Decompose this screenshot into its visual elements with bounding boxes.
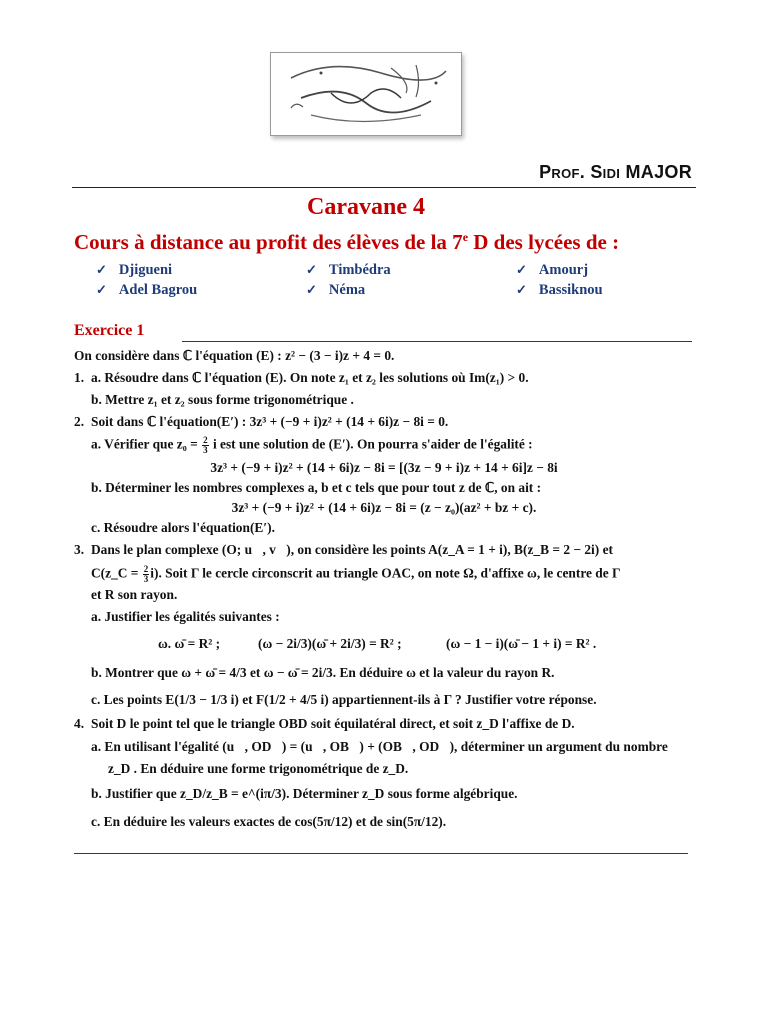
equation-part: (ω − 1 − i)(ω̄ − 1 + i) = R² .: [446, 636, 597, 651]
question-text: i). Soit Γ le cercle circonscrit au triangle OAC, on note Ω, d'affixe ω, le centre de Γ: [150, 565, 621, 581]
question-number: 2.: [74, 414, 85, 429]
lycee-name: Néma: [328, 282, 366, 298]
question-number: 4.: [74, 716, 85, 731]
question-line: [74, 542, 613, 558]
lycee-item: [96, 282, 197, 299]
question-line: c. Résoudre alors l'équation(E′).: [91, 520, 275, 535]
lycee-name: Adel Bagrou: [118, 282, 198, 298]
question-line: c. Les points E(1/3 − 1/3 i) et F(1/2 + 4/5 i) appartiennent-ils à Γ ? Justifier votre réponse.: [91, 692, 597, 707]
question-text: a. Résoudre dans ℂ l'équation (E). On note z₁ et z₂ les solutions où Im(z₁) > 0.: [91, 370, 529, 385]
subtitle: [74, 230, 619, 255]
subtitle-a: Cours à distance au profit des élèves de la 7: [74, 230, 463, 254]
check-icon: ✓: [516, 282, 527, 297]
question-text: i est une solution de (E′). On pourra s'aider de l'égalité :: [212, 436, 533, 452]
subtitle-sup: e: [462, 230, 469, 244]
statement: On considère dans ℂ l'équation (E) : z² − (3 − i)z + 4 = 0.: [74, 348, 395, 363]
lycee-name: Djigueni: [118, 262, 173, 278]
author-name: Prof. Sidi MAJOR: [539, 162, 692, 182]
check-icon: ✓: [96, 282, 107, 297]
lycee-item: [306, 282, 365, 299]
fraction: $\frac{2}{3}$: [143, 564, 149, 584]
equation-line: 3z³ + (−9 + i)z² + (14 + 6i)z − 8i = [(3z − 9 + i)z + 14 + 6i]z − 8i: [210, 460, 558, 475]
question-line: b. Montrer que ω + ω̄ = 4/3 et ω − ω̄ = 2i/3. En déduire ω et la valeur du rayon R.: [91, 665, 555, 680]
lycee-item: [306, 262, 391, 279]
question-line: z_D . En déduire une forme trigonométrique de z_D.: [108, 761, 409, 776]
question-line: b. Justifier que z_D/z_B = e^(iπ/3). Déterminer z_D sous forme algébrique.: [91, 786, 518, 801]
bottom-rule: [74, 853, 688, 854]
question-text: Dans le plan complexe (O; u⃗, v⃗), on considère les points A(z_A = 1 + i), B(z_B = 2 − 2i) et: [91, 542, 613, 557]
calligraphy-logo: [270, 52, 462, 136]
lycee-item: [516, 282, 603, 299]
lycee-name: Bassiknou: [538, 282, 603, 298]
check-icon: ✓: [96, 262, 107, 277]
question-line: b. Mettre z₁ et z₂ sous forme trigonométrique .: [91, 392, 354, 407]
equation-line: 3z³ + (−9 + i)z² + (14 + 6i)z − 8i = (z − z₀)(az² + bz + c).: [231, 500, 537, 515]
lycee-name: Timbédra: [328, 262, 391, 278]
lycee-item: [516, 262, 588, 279]
exercise-rule: [182, 341, 692, 342]
question-line: b. Déterminer les nombres complexes a, b et c tels que pour tout z de ℂ, on ait :: [91, 480, 542, 495]
question-line: [74, 370, 529, 386]
question-text: Soit D le point tel que le triangle OBD soit équilatéral direct, et soit z_D l'affixe de D.: [91, 716, 575, 731]
lycee-item: [96, 262, 172, 279]
question-line: et R son rayon.: [91, 587, 178, 602]
question-text: C(z_C =: [91, 565, 139, 581]
title-text: Caravane 4: [307, 194, 425, 220]
question-line: [91, 436, 533, 455]
equation-part: (ω − 2i/3)(ω̄ + 2i/3) = R² ;: [258, 636, 402, 651]
question-line: [91, 565, 621, 584]
question-text: a. Vérifier que z₀ =: [91, 436, 198, 452]
question-number: 3.: [74, 542, 85, 557]
question-line: [74, 414, 448, 430]
question-line: c. En déduire les valeurs exactes de cos(5π/12) et de sin(5π/12).: [91, 814, 447, 829]
check-icon: ✓: [306, 282, 317, 297]
header-rule: [72, 187, 696, 188]
question-line: [74, 716, 575, 732]
exercise-title: Exercice 1: [74, 322, 145, 339]
question-line: a. En utilisant l'égalité (u⃗, OD⃗) = (u⃗, OB⃗) + (OB⃗, OD⃗), déterminer un argument du nombre: [91, 739, 668, 754]
question-line: a. Justifier les égalités suivantes :: [91, 609, 280, 624]
subtitle-b: D des lycées de :: [468, 230, 620, 254]
fraction: $\frac{2}{3}$: [203, 435, 208, 455]
lycee-name: Amourj: [538, 262, 589, 278]
page-title: [0, 194, 768, 221]
question-text: Soit dans ℂ l'équation(E′) : 3z³ + (−9 + i)z² + (14 + 6i)z − 8i = 0.: [91, 414, 449, 429]
question-number: 1.: [74, 370, 85, 385]
check-icon: ✓: [306, 262, 317, 277]
equation-part: ω. ω̄ = R² ;: [158, 636, 221, 651]
check-icon: ✓: [516, 262, 527, 277]
